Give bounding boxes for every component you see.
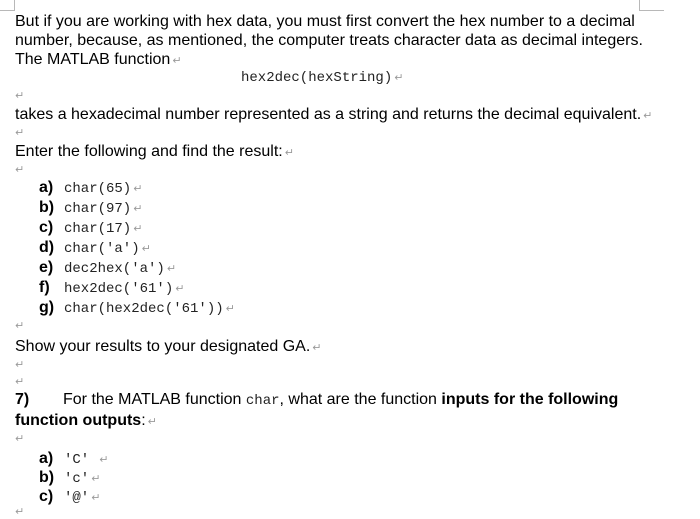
paragraph-mark: ↵	[147, 415, 157, 428]
question-colon: :	[141, 412, 146, 429]
paragraph-mark: ↵	[133, 222, 143, 235]
question-line-2	[15, 411, 157, 432]
list-item-code: char('a')	[64, 241, 140, 257]
list-item-label: c)	[39, 488, 54, 505]
list-item-label: b)	[39, 199, 55, 216]
list-item	[39, 449, 108, 470]
description-line	[15, 105, 652, 126]
paragraph-mark: ↵	[133, 182, 143, 195]
list-item-code: char(97)	[64, 201, 132, 217]
crop-mark-top-right-vertical	[639, 0, 640, 10]
paragraph-mark: ↵	[175, 282, 185, 295]
list-item	[39, 218, 142, 239]
list-item-label: a)	[39, 450, 54, 467]
list-item-code: char(hex2dec('61'))	[64, 301, 224, 317]
empty-paragraph-mark: ↵	[15, 358, 25, 371]
description-text: takes a hexadecimal number represented as a string and returns the decimal equivalent.	[15, 106, 642, 123]
list-item-label: f)	[39, 279, 50, 296]
empty-paragraph-mark: ↵	[15, 432, 25, 445]
empty-paragraph-mark: ↵	[15, 126, 25, 139]
list-item-label: e)	[39, 259, 54, 276]
list-item	[39, 278, 184, 299]
paragraph-mark: ↵	[225, 302, 235, 315]
list-item-label: c)	[39, 219, 54, 236]
empty-paragraph-mark: ↵	[15, 89, 25, 102]
instruction-line	[15, 142, 294, 163]
intro-text-3: The MATLAB function	[15, 51, 171, 68]
list-item	[39, 468, 100, 489]
list-item-label: d)	[39, 239, 55, 256]
empty-paragraph-mark: ↵	[15, 375, 25, 388]
list-item-label: a)	[39, 179, 54, 196]
paragraph-mark: ↵	[284, 146, 294, 159]
question-text-middle: , what are the function	[279, 391, 437, 408]
paragraph-mark: ↵	[312, 341, 322, 354]
question-function-name: char	[245, 393, 280, 409]
list-item-code: char(65)	[64, 181, 132, 197]
list-item-code: char(17)	[64, 221, 132, 237]
intro-text-1: But if you are working with hex data, you must first convert the hex number to a decimal	[15, 13, 635, 30]
hex2dec-code: hex2dec(hexString)	[241, 70, 393, 86]
list-item-label: b)	[39, 469, 55, 486]
crop-mark-top-left-horizontal	[0, 10, 15, 11]
paragraph-mark: ↵	[166, 262, 177, 275]
question-bold-line-1: inputs for the following	[441, 391, 619, 408]
results-note-line	[15, 337, 321, 358]
paragraph-mark: ↵	[99, 453, 109, 466]
list-item-label: g)	[39, 299, 55, 316]
paragraph-mark: ↵	[141, 242, 151, 255]
question-number: 7)	[15, 391, 30, 408]
question-bold-line-2: function outputs	[15, 412, 142, 429]
list-item-code: dec2hex('a')	[64, 261, 165, 277]
code-line	[241, 67, 403, 88]
list-item-code: 'c'	[64, 471, 90, 487]
crop-mark-top-right-horizontal	[639, 10, 664, 11]
list-item	[39, 298, 235, 319]
paragraph-mark: ↵	[91, 472, 101, 485]
list-item	[39, 238, 151, 259]
intro-line-1	[15, 12, 635, 32]
paragraph-mark: ↵	[172, 54, 182, 67]
list-item	[39, 258, 176, 279]
empty-paragraph-mark: ↵	[15, 319, 25, 332]
list-item	[39, 198, 142, 219]
empty-paragraph-mark: ↵	[15, 505, 25, 518]
paragraph-mark: ↵	[133, 202, 143, 215]
list-item-code: '@'	[64, 490, 90, 506]
paragraph-mark: ↵	[91, 491, 101, 504]
intro-line-2	[15, 31, 643, 51]
list-item	[39, 487, 100, 508]
intro-line-3	[15, 50, 182, 71]
results-note-text: Show your results to your designated GA.	[15, 338, 311, 355]
empty-paragraph-mark: ↵	[15, 163, 25, 176]
intro-text-2: number, because, as mentioned, the computer treats character data as decimal integers.	[15, 32, 643, 49]
list-item	[39, 178, 142, 199]
instruction-text: Enter the following and find the result:	[15, 143, 283, 160]
question-text-before: For the MATLAB function	[63, 391, 242, 408]
paragraph-mark: ↵	[394, 71, 404, 84]
question-line-1	[15, 390, 618, 411]
paragraph-mark: ↵	[643, 109, 653, 122]
crop-mark-top-left-vertical	[14, 0, 15, 10]
list-item-code: hex2dec('61')	[64, 281, 174, 297]
list-item-code: 'C'	[64, 452, 90, 468]
